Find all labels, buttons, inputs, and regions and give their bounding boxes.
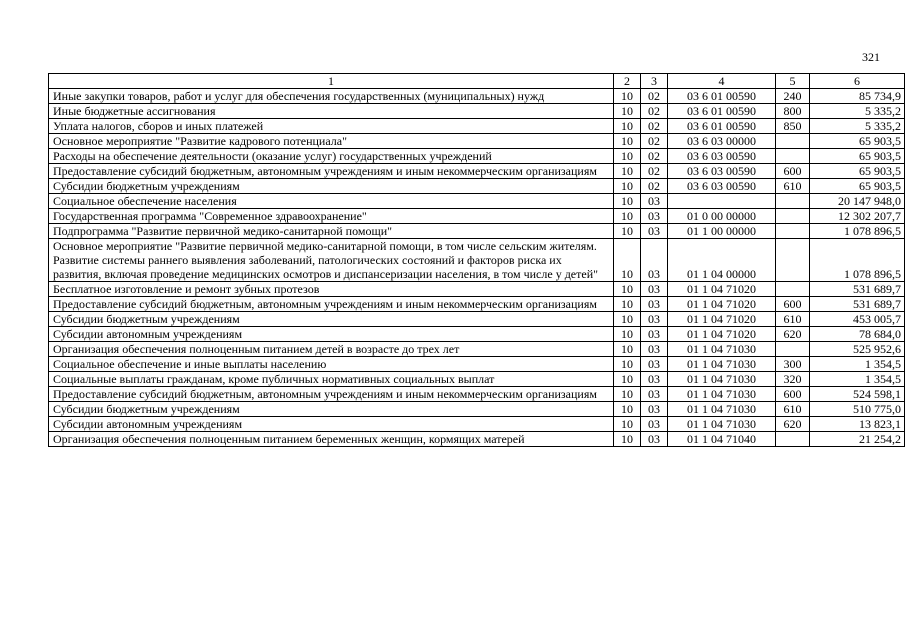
row-subsection-cell: 03 (641, 312, 668, 327)
row-name-cell: Предоставление субсидий бюджетным, автономным учреждениям и иным некоммерческим организациям (49, 164, 614, 179)
row-section-cell: 10 (614, 417, 641, 432)
row-name-cell: Бесплатное изготовление и ремонт зубных протезов (49, 282, 614, 297)
table-row (49, 224, 905, 239)
table-row (49, 357, 905, 372)
row-amount-cell: 1 078 896,5 (810, 239, 905, 282)
row-amount-cell: 65 903,5 (810, 134, 905, 149)
row-amount-cell: 78 684,0 (810, 327, 905, 342)
row-target-cell: 01 1 04 71020 (668, 297, 776, 312)
table-row (49, 417, 905, 432)
row-expense-type-cell: 610 (776, 312, 810, 327)
row-subsection-cell: 02 (641, 119, 668, 134)
row-target-cell: 01 1 04 71030 (668, 417, 776, 432)
row-target-cell: 03 6 03 00590 (668, 149, 776, 164)
table-row (49, 89, 905, 104)
row-target-cell: 03 6 03 00590 (668, 164, 776, 179)
row-target-cell: 01 1 04 71030 (668, 387, 776, 402)
row-name-cell: Иные бюджетные ассигнования (49, 104, 614, 119)
row-section-cell: 10 (614, 209, 641, 224)
row-name-cell: Расходы на обеспечение деятельности (оказание услуг) государственных учреждений (49, 149, 614, 164)
row-name-cell: Иные закупки товаров, работ и услуг для обеспечения государственных (муниципальных) нужд (49, 89, 614, 104)
row-amount-cell: 65 903,5 (810, 164, 905, 179)
header-cell: 6 (810, 74, 905, 89)
row-subsection-cell: 03 (641, 342, 668, 357)
row-expense-type-cell (776, 342, 810, 357)
row-section-cell: 10 (614, 239, 641, 282)
row-section-cell: 10 (614, 119, 641, 134)
row-amount-cell: 453 005,7 (810, 312, 905, 327)
row-target-cell: 03 6 01 00590 (668, 104, 776, 119)
row-subsection-cell: 03 (641, 194, 668, 209)
row-name-cell: Основное мероприятие "Развитие первичной медико-санитарной помощи, в том числе сельским жителям. Развитие системы раннего выявления заболеваний, патологических состояний и факторов риска их развития, включая проведение медицинских осмотров и диспансеризации населения, в том числе у детей" (49, 239, 614, 282)
row-amount-cell: 13 823,1 (810, 417, 905, 432)
table-row (49, 387, 905, 402)
table-row (49, 179, 905, 194)
row-name-cell: Субсидии бюджетным учреждениям (49, 179, 614, 194)
row-name-cell: Социальное обеспечение и иные выплаты населению (49, 357, 614, 372)
row-amount-cell: 12 302 207,7 (810, 209, 905, 224)
row-name-cell: Предоставление субсидий бюджетным, автономным учреждениям и иным некоммерческим организациям (49, 297, 614, 312)
row-subsection-cell: 02 (641, 104, 668, 119)
row-name-cell: Субсидии автономным учреждениям (49, 417, 614, 432)
row-section-cell: 10 (614, 164, 641, 179)
row-subsection-cell: 03 (641, 209, 668, 224)
row-expense-type-cell: 800 (776, 104, 810, 119)
row-subsection-cell: 03 (641, 327, 668, 342)
table-row (49, 194, 905, 209)
row-amount-cell: 85 734,9 (810, 89, 905, 104)
row-amount-cell: 1 354,5 (810, 357, 905, 372)
row-name-cell: Субсидии автономным учреждениям (49, 327, 614, 342)
row-name-cell: Организация обеспечения полноценным питанием детей в возрасте до трех лет (49, 342, 614, 357)
row-subsection-cell: 02 (641, 89, 668, 104)
row-subsection-cell: 02 (641, 134, 668, 149)
table-row (49, 327, 905, 342)
row-expense-type-cell (776, 149, 810, 164)
row-subsection-cell: 03 (641, 239, 668, 282)
row-expense-type-cell: 610 (776, 179, 810, 194)
table-row (49, 149, 905, 164)
row-section-cell: 10 (614, 134, 641, 149)
row-amount-cell: 65 903,5 (810, 179, 905, 194)
row-name-cell: Государственная программа "Современное здравоохранение" (49, 209, 614, 224)
row-subsection-cell: 03 (641, 357, 668, 372)
row-subsection-cell: 03 (641, 402, 668, 417)
header-cell: 3 (641, 74, 668, 89)
row-target-cell: 01 1 04 71030 (668, 357, 776, 372)
row-amount-cell: 20 147 948,0 (810, 194, 905, 209)
row-target-cell: 01 1 04 71030 (668, 342, 776, 357)
row-expense-type-cell: 620 (776, 327, 810, 342)
row-expense-type-cell: 320 (776, 372, 810, 387)
row-amount-cell: 5 335,2 (810, 119, 905, 134)
row-section-cell: 10 (614, 282, 641, 297)
row-section-cell: 10 (614, 372, 641, 387)
row-subsection-cell: 03 (641, 432, 668, 447)
row-name-cell: Предоставление субсидий бюджетным, автономным учреждениям и иным некоммерческим организациям (49, 387, 614, 402)
row-target-cell: 01 1 04 71030 (668, 372, 776, 387)
row-amount-cell: 65 903,5 (810, 149, 905, 164)
row-expense-type-cell (776, 194, 810, 209)
row-expense-type-cell (776, 134, 810, 149)
table-row (49, 402, 905, 417)
row-amount-cell: 1 354,5 (810, 372, 905, 387)
row-section-cell: 10 (614, 312, 641, 327)
row-section-cell: 10 (614, 387, 641, 402)
page-number: 321 (862, 50, 880, 64)
row-expense-type-cell (776, 239, 810, 282)
row-section-cell: 10 (614, 194, 641, 209)
row-target-cell: 01 1 04 71040 (668, 432, 776, 447)
row-section-cell: 10 (614, 179, 641, 194)
row-section-cell: 10 (614, 149, 641, 164)
table-row (49, 119, 905, 134)
row-target-cell: 01 1 04 00000 (668, 239, 776, 282)
row-target-cell: 01 0 00 00000 (668, 209, 776, 224)
row-target-cell (668, 194, 776, 209)
row-target-cell: 01 1 04 71020 (668, 282, 776, 297)
header-cell: 2 (614, 74, 641, 89)
row-subsection-cell: 03 (641, 417, 668, 432)
row-expense-type-cell (776, 432, 810, 447)
row-section-cell: 10 (614, 432, 641, 447)
row-amount-cell: 21 254,2 (810, 432, 905, 447)
row-target-cell: 03 6 03 00590 (668, 179, 776, 194)
row-amount-cell: 510 775,0 (810, 402, 905, 417)
row-section-cell: 10 (614, 89, 641, 104)
row-subsection-cell: 02 (641, 149, 668, 164)
table-row (49, 342, 905, 357)
row-section-cell: 10 (614, 357, 641, 372)
row-subsection-cell: 03 (641, 282, 668, 297)
row-name-cell: Организация обеспечения полноценным питанием беременных женщин, кормящих матерей (49, 432, 614, 447)
row-expense-type-cell: 850 (776, 119, 810, 134)
row-subsection-cell: 03 (641, 372, 668, 387)
row-section-cell: 10 (614, 402, 641, 417)
row-target-cell: 01 1 00 00000 (668, 224, 776, 239)
header-cell: 4 (668, 74, 776, 89)
row-section-cell: 10 (614, 224, 641, 239)
budget-table (48, 73, 905, 447)
row-expense-type-cell: 240 (776, 89, 810, 104)
row-amount-cell: 525 952,6 (810, 342, 905, 357)
table-row (49, 239, 905, 282)
row-expense-type-cell: 300 (776, 357, 810, 372)
row-expense-type-cell: 610 (776, 402, 810, 417)
row-section-cell: 10 (614, 327, 641, 342)
row-amount-cell: 5 335,2 (810, 104, 905, 119)
table-row (49, 432, 905, 447)
row-name-cell: Субсидии бюджетным учреждениям (49, 402, 614, 417)
row-target-cell: 03 6 03 00000 (668, 134, 776, 149)
row-section-cell: 10 (614, 104, 641, 119)
row-expense-type-cell: 600 (776, 164, 810, 179)
row-target-cell: 01 1 04 71020 (668, 327, 776, 342)
row-expense-type-cell (776, 282, 810, 297)
row-amount-cell: 524 598,1 (810, 387, 905, 402)
row-amount-cell: 531 689,7 (810, 297, 905, 312)
row-target-cell: 03 6 01 00590 (668, 89, 776, 104)
table-row (49, 209, 905, 224)
table-row (49, 164, 905, 179)
row-target-cell: 01 1 04 71020 (668, 312, 776, 327)
row-subsection-cell: 03 (641, 387, 668, 402)
row-section-cell: 10 (614, 297, 641, 312)
row-target-cell: 03 6 01 00590 (668, 119, 776, 134)
row-subsection-cell: 02 (641, 179, 668, 194)
table-row (49, 297, 905, 312)
row-name-cell: Социальные выплаты гражданам, кроме публичных нормативных социальных выплат (49, 372, 614, 387)
row-name-cell: Субсидии бюджетным учреждениям (49, 312, 614, 327)
row-amount-cell: 1 078 896,5 (810, 224, 905, 239)
row-name-cell: Подпрограмма "Развитие первичной медико-санитарной помощи" (49, 224, 614, 239)
row-subsection-cell: 03 (641, 224, 668, 239)
table-row (49, 372, 905, 387)
table-row (49, 134, 905, 149)
row-section-cell: 10 (614, 342, 641, 357)
row-expense-type-cell (776, 209, 810, 224)
row-subsection-cell: 02 (641, 164, 668, 179)
row-name-cell: Основное мероприятие "Развитие кадрового потенциала" (49, 134, 614, 149)
row-target-cell: 01 1 04 71030 (668, 402, 776, 417)
table-row (49, 312, 905, 327)
row-expense-type-cell (776, 224, 810, 239)
row-subsection-cell: 03 (641, 297, 668, 312)
row-name-cell: Уплата налогов, сборов и иных платежей (49, 119, 614, 134)
row-expense-type-cell: 600 (776, 297, 810, 312)
table-header-row (49, 74, 905, 89)
row-name-cell: Социальное обеспечение населения (49, 194, 614, 209)
row-expense-type-cell: 600 (776, 387, 810, 402)
header-cell: 5 (776, 74, 810, 89)
row-expense-type-cell: 620 (776, 417, 810, 432)
row-amount-cell: 531 689,7 (810, 282, 905, 297)
table-row (49, 282, 905, 297)
table-row (49, 104, 905, 119)
header-cell: 1 (49, 74, 614, 89)
